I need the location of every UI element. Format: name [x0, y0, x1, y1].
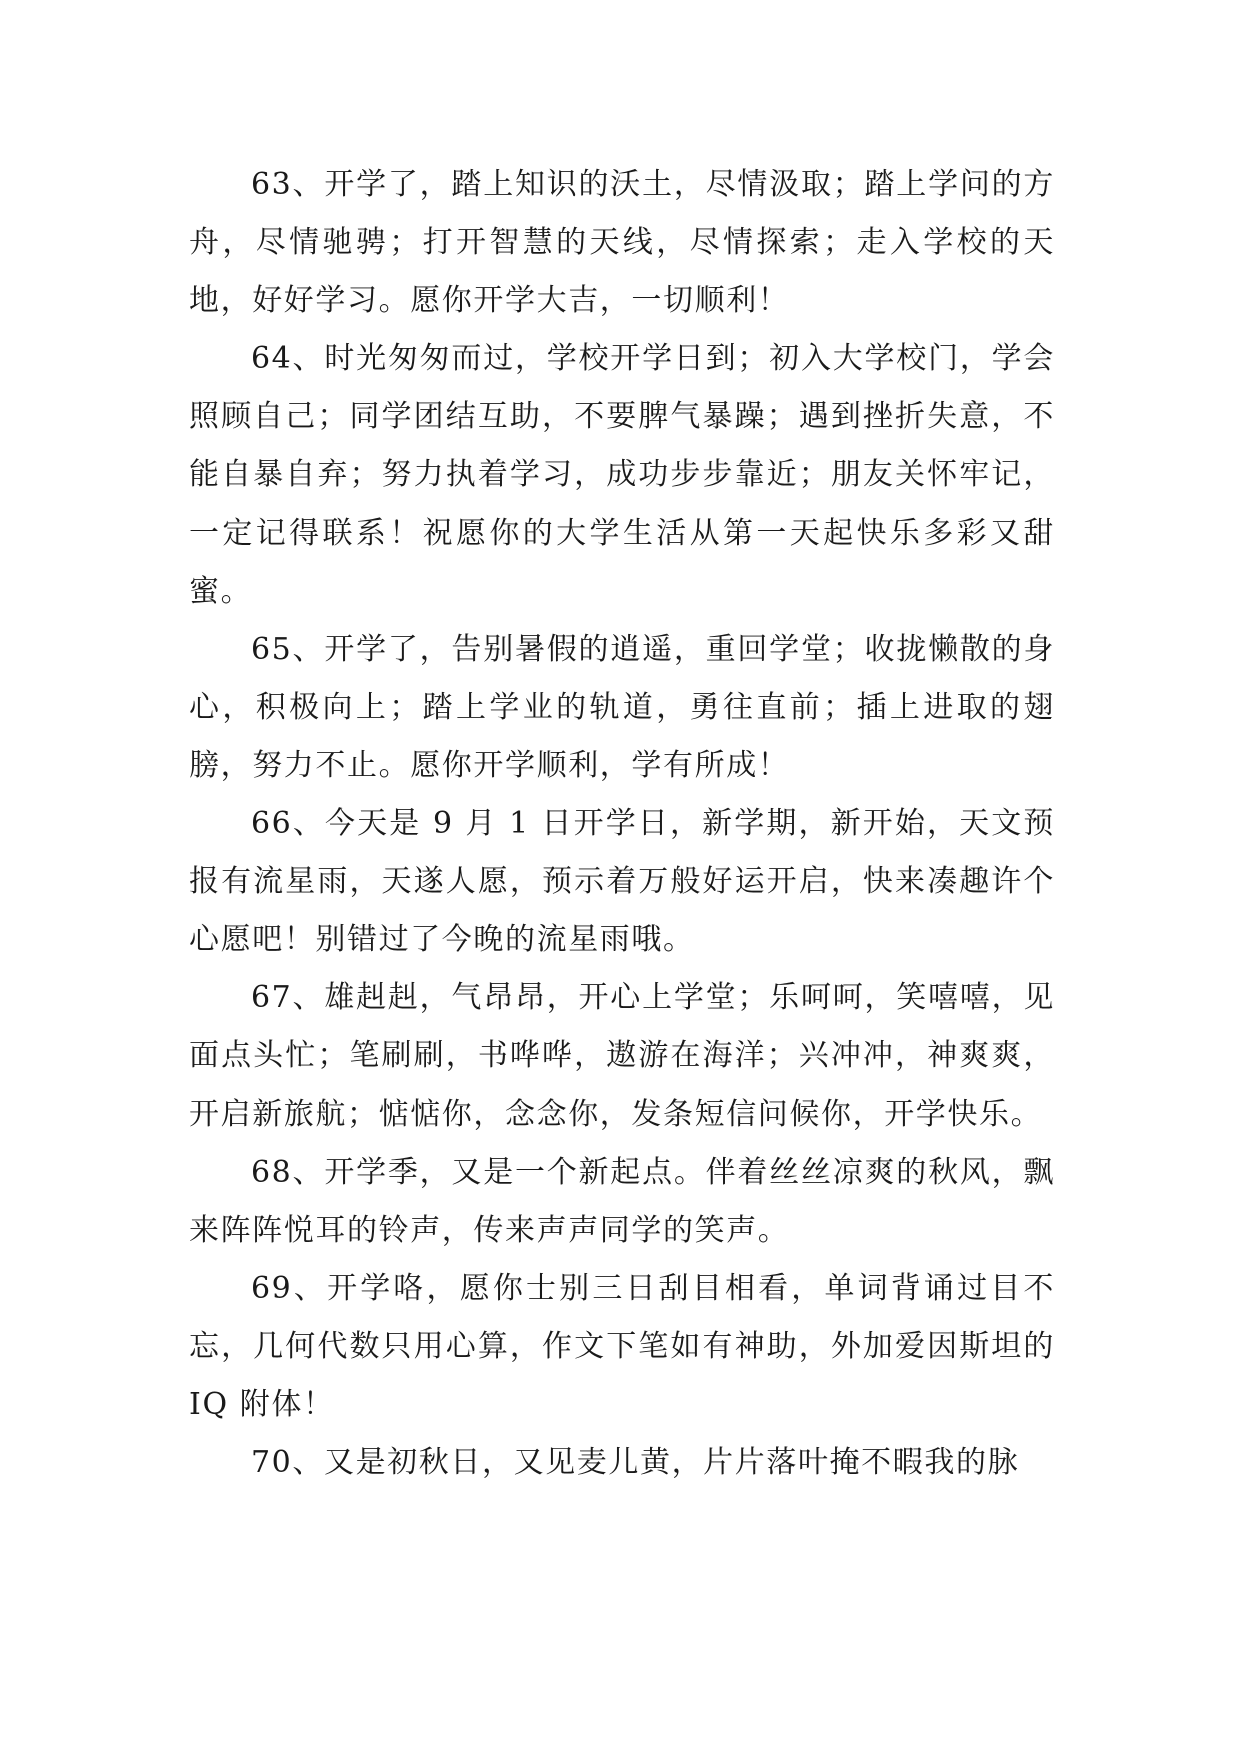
paragraph-65: 65、开学了，告别暑假的逍遥，重回学堂；收拢懒散的身心，积极向上；踏上学业的轨道，勇往直前；插上进取的翅膀，努力不止。愿你开学顺利，学有所成！	[189, 631, 1055, 783]
paragraph-69: 69、开学咯，愿你士别三日刮目相看，单词背诵过目不忘，几何代数只用心算，作文下笔如有神助，外加爱因斯坦的 IQ 附体！	[189, 1270, 1055, 1422]
paragraph-67: 67、雄赳赳，气昂昂，开心上学堂；乐呵呵，笑嘻嘻，见面点头忙；笔刷刷，书哗哗，遨游在海洋；兴冲冲，神爽爽，开启新旅航；惦惦你，念念你，发条短信问候你，开学快乐。	[189, 980, 1055, 1132]
paragraph-68: 68、开学季，又是一个新起点。伴着丝丝凉爽的秋风，飘来阵阵悦耳的铃声，传来声声同学的笑声。	[189, 1154, 1055, 1248]
paragraph-64: 64、时光匆匆而过，学校开学日到；初入大学校门，学会照顾自己；同学团结互助，不要脾气暴躁；遇到挫折失意，不能自暴自弃；努力执着学习，成功步步靠近；朋友关怀牢记，一定记得联系！祝愿你的大学生活从第一天起快乐多彩又甜蜜。	[189, 341, 1055, 609]
paragraph-66: 66、今天是 9 月 1 日开学日，新学期，新开始，天文预报有流星雨，天遂人愿，预示着万般好运开启，快来凑趣许个心愿吧！别错过了今晚的流星雨哦。	[189, 806, 1055, 958]
paragraph-70: 70、又是初秋日，又见麦儿黄，片片落叶掩不暇我的脉	[251, 1445, 1020, 1481]
document-body	[189, 156, 1055, 1492]
paragraph-63: 63、开学了，踏上知识的沃土，尽情汲取；踏上学问的方舟，尽情驰骋；打开智慧的天线，尽情探索；走入学校的天地，好好学习。愿你开学大吉，一切顺利！	[189, 167, 1055, 319]
